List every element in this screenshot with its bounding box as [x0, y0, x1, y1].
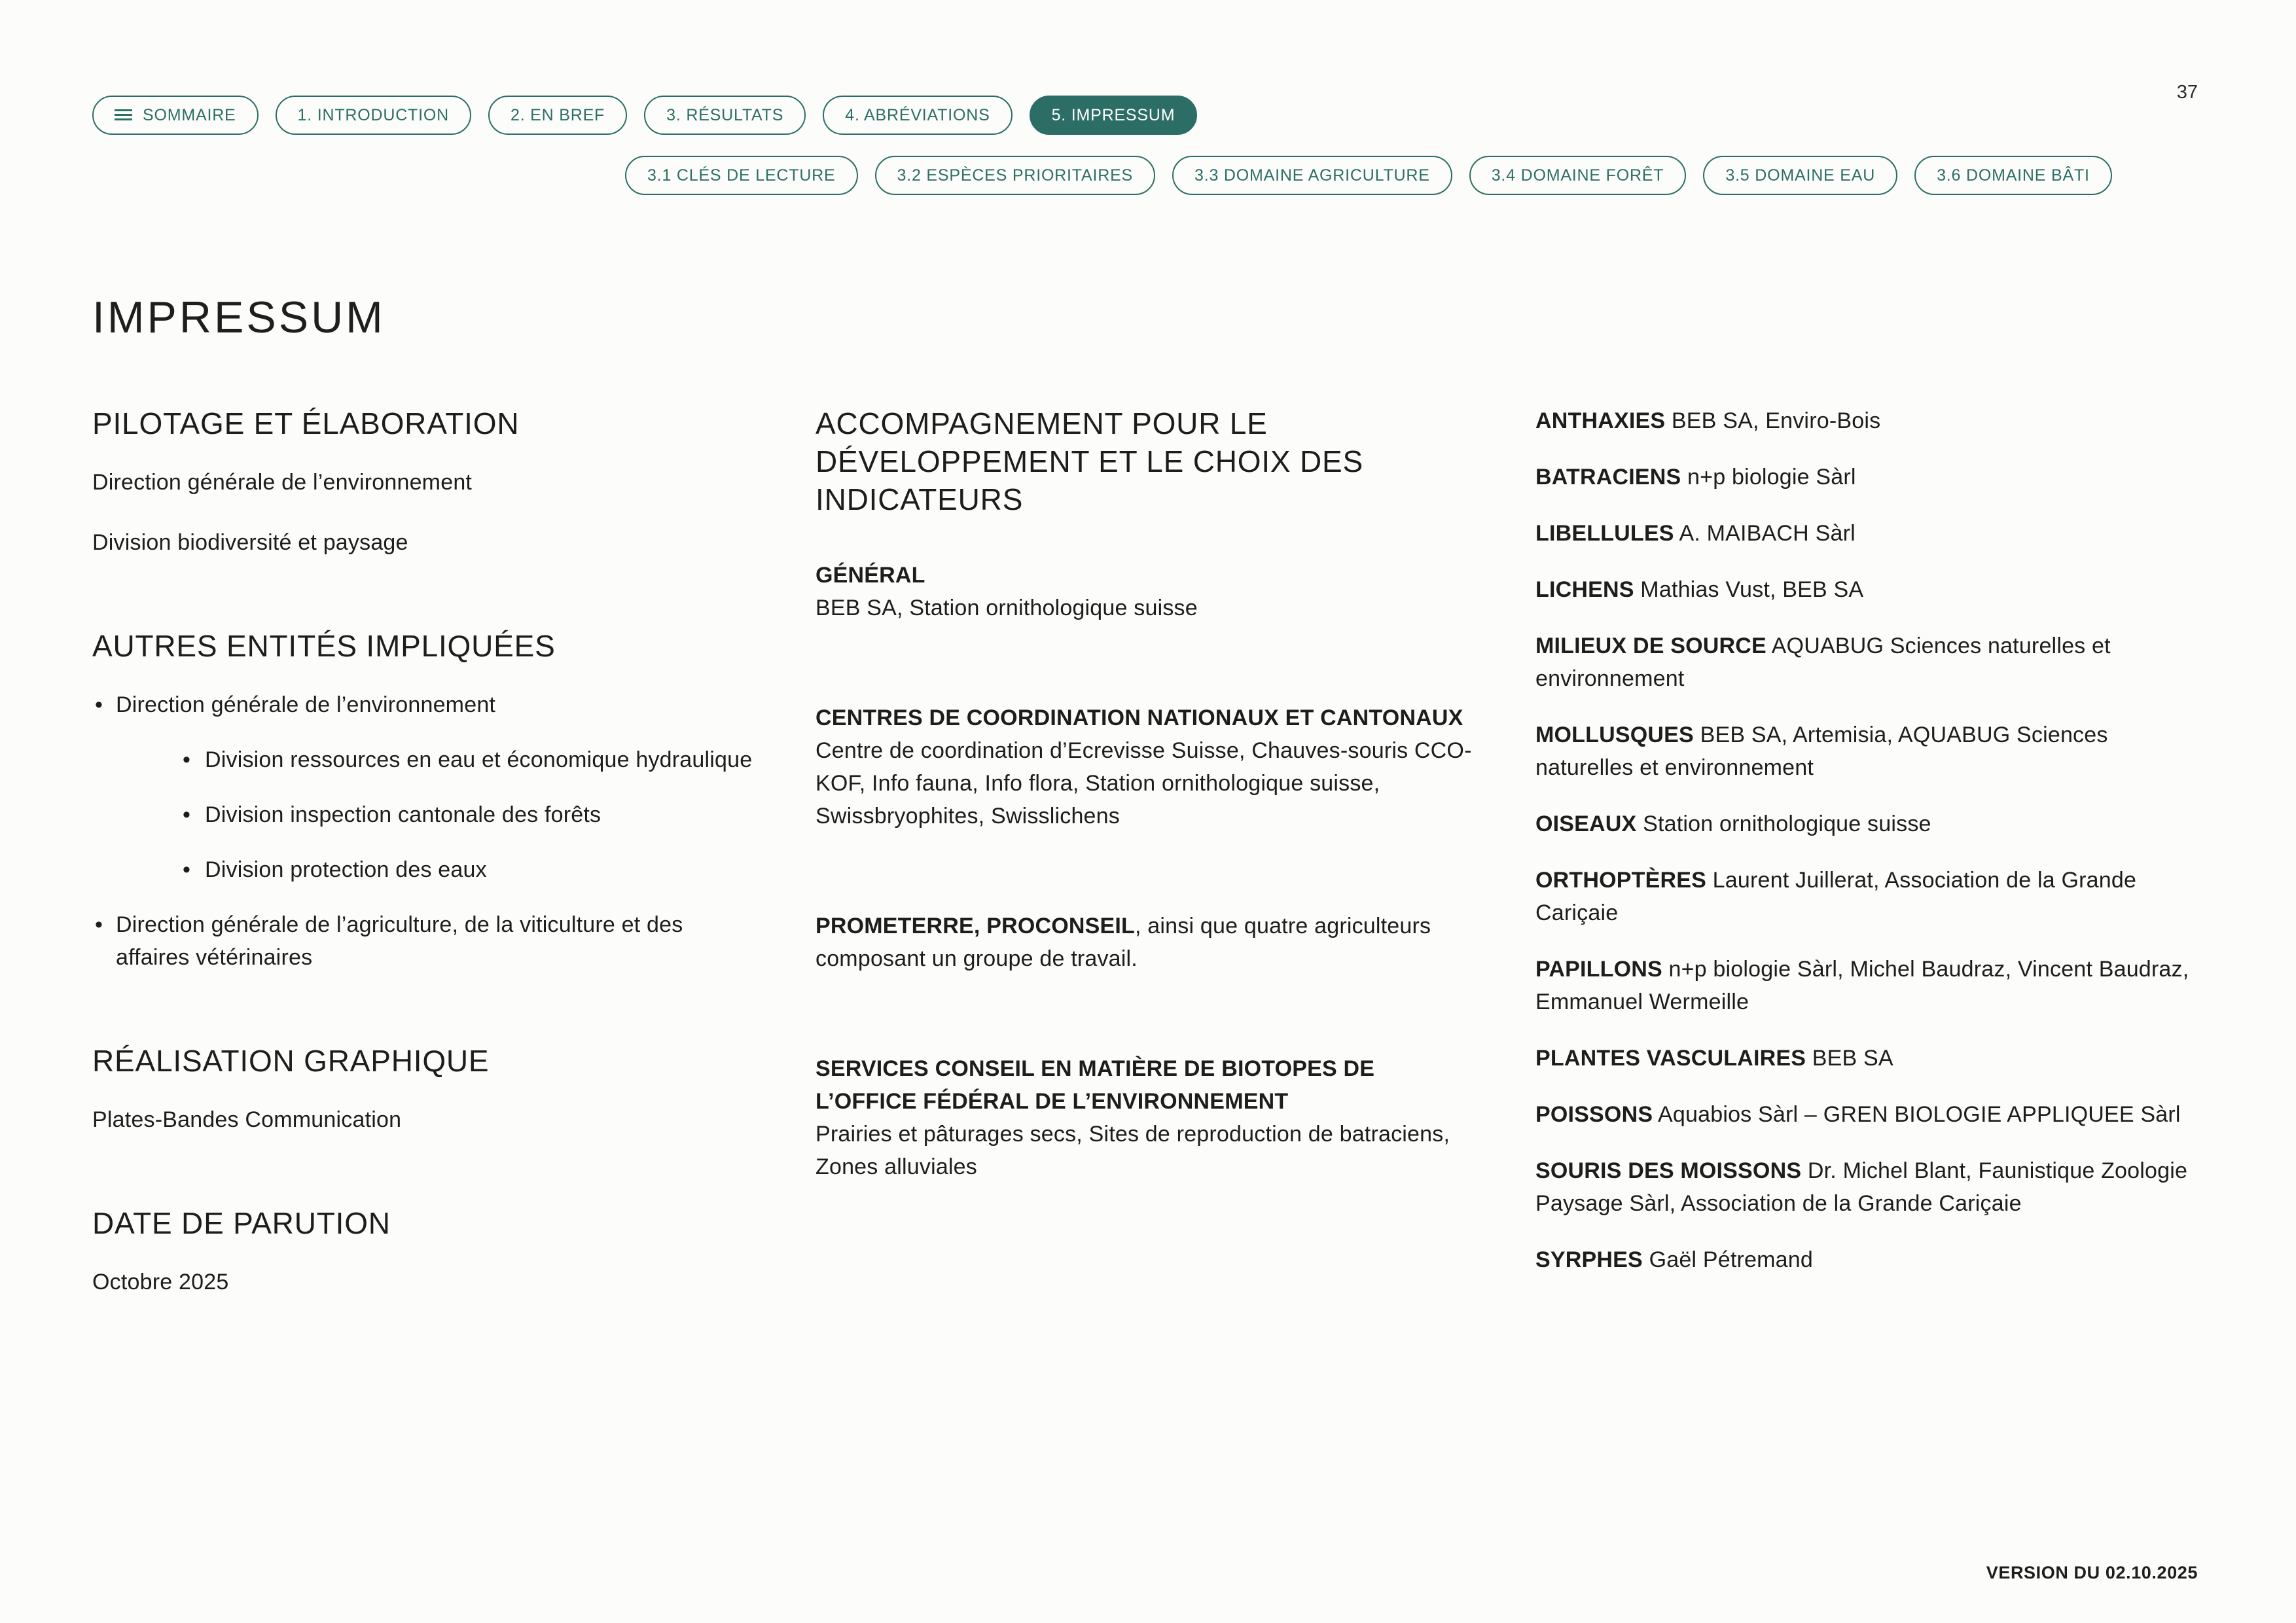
section-heading-autres-entites: AUTRES ENTITÉS IMPLIQUÉES [92, 629, 556, 663]
version-label: VERSION DU 02.10.2025 [1986, 1563, 2198, 1582]
list-item-nested: • Division inspection cantonale des forêts [179, 798, 757, 831]
credit-block-text: , ainsi que quatre agriculteurs composant un groupe de travail. [816, 914, 1431, 971]
page-title: IMPRESSUM [92, 292, 386, 342]
section-heading-pilotage: PILOTAGE ET ÉLABORATION [92, 406, 520, 440]
nav-tab-label: 1. INTRODUCTION [297, 105, 449, 124]
nav-tab-resultats[interactable] [644, 96, 806, 135]
credit-text: n+p biologie Sàrl [1687, 465, 1856, 490]
credit-entry [1535, 719, 2190, 784]
credit-block-label: SERVICES CONSEIL EN MATIÈRE DE BIOTOPES DE L’OFFICE FÉDÉRAL DE L’ENVIRONNEMENT [816, 1056, 1375, 1114]
credit-entry [1535, 1042, 2190, 1075]
credit-block-text: Prairies et pâturages secs, Sites de reproduction de batraciens, Zones alluviales [816, 1122, 1450, 1179]
credit-term: BATRACIENS [1535, 465, 1681, 490]
credit-term: PAPILLONS [1535, 957, 1662, 982]
credit-entry [1535, 808, 2190, 840]
nav-tab-abreviations[interactable] [823, 96, 1012, 135]
credit-block-centres [816, 702, 1477, 832]
pilotage-line: Division biodiversité et paysage [92, 530, 408, 555]
menu-icon [115, 109, 132, 121]
credit-block-label: CENTRES DE COORDINATION NATIONAUX ET CANTONAUX [816, 705, 1463, 730]
credit-term: MOLLUSQUES [1535, 722, 1694, 747]
credit-block-prometerre [816, 910, 1477, 975]
column-accompagnement [816, 404, 1477, 1326]
credit-text: Mathias Vust, BEB SA [1640, 577, 1864, 602]
credit-entry [1535, 461, 2190, 493]
subnav-tab-domaine-agriculture[interactable] [1172, 156, 1452, 195]
credit-entry [1535, 864, 2190, 929]
credit-text: Gaël Pétremand [1649, 1247, 1813, 1272]
list-item: • Direction générale de l’agriculture, de la viticulture et des affaires vétérinaires [92, 908, 757, 974]
credit-entry [1535, 1098, 2190, 1131]
credit-term: OISEAUX [1535, 812, 1637, 836]
credit-block-text: BEB SA, Station ornithologique suisse [816, 596, 1198, 620]
credit-term: SYRPHES [1535, 1247, 1643, 1272]
credit-text: Dr. Michel Blant, Faunistique Zoologie Paysage Sàrl, Association de la Grande Cariçaie [1535, 1158, 2188, 1216]
content-columns [92, 404, 2190, 1326]
credit-entry [1535, 404, 2190, 437]
credit-block-label: PROMETERRE, PROCONSEIL [816, 914, 1136, 938]
credit-term: POISSONS [1535, 1102, 1653, 1127]
nav-tab-introduction[interactable] [276, 96, 471, 135]
credit-entry [1535, 953, 2190, 1018]
credit-text: BEB SA [1812, 1046, 1893, 1071]
list-item: • Direction générale de l’environnement [92, 688, 757, 721]
credit-block-label: GÉNÉRAL [816, 563, 925, 588]
subnav-tab-label: 3.5 DOMAINE EAU [1725, 166, 1876, 185]
credit-text: Laurent Juillerat, Association de la Grande Cariçaie [1535, 868, 2137, 925]
subnav-tab-label: 3.3 DOMAINE AGRICULTURE [1194, 166, 1430, 185]
subnav-tab-domaine-foret[interactable] [1469, 156, 1687, 195]
nav-tab-label: SOMMAIRE [143, 105, 236, 124]
credit-text: A. MAIBACH Sàrl [1679, 521, 1856, 546]
credit-term: ORTHOPTÈRES [1535, 868, 1707, 893]
subnav-tab-label: 3.4 DOMAINE FORÊT [1491, 166, 1664, 185]
entities-list [92, 688, 757, 974]
subnav-tab-cles-de-lecture[interactable] [625, 156, 858, 195]
subnav-tab-especes-prioritaires[interactable] [875, 156, 1156, 195]
subnav-tab-domaine-eau[interactable] [1703, 156, 1897, 195]
section-heading-realisation: RÉALISATION GRAPHIQUE [92, 1044, 490, 1078]
column-taxa-credits [1535, 404, 2190, 1326]
credit-block-general [816, 559, 1477, 624]
nav-tab-label: 3. RÉSULTATS [666, 105, 784, 124]
subnav-tab-label: 3.2 ESPÈCES PRIORITAIRES [897, 166, 1134, 185]
credit-text: Aquabios Sàrl – GREN BIOLOGIE APPLIQUEE Sàrl [1658, 1102, 2181, 1127]
section-heading-accompagnement: ACCOMPAGNEMENT POUR LE DÉVELOPPEMENT ET LE CHOIX DES INDICATEURS [816, 406, 1363, 516]
credit-term: SOURIS DES MOISSONS [1535, 1158, 1802, 1183]
credit-text: BEB SA, Enviro-Bois [1671, 408, 1881, 433]
pilotage-line: Direction générale de l’environnement [92, 470, 473, 495]
credit-entry [1535, 630, 2190, 695]
credit-entry [1535, 1243, 2190, 1276]
nav-tab-label: 4. ABRÉVIATIONS [845, 105, 990, 124]
list-item-nested: • Division protection des eaux [179, 853, 757, 886]
credit-term: MILIEUX DE SOURCE [1535, 633, 1767, 658]
secondary-nav [625, 156, 2112, 195]
column-pilotage [92, 404, 757, 1326]
credit-entry [1535, 517, 2190, 550]
nav-tab-label: 2. EN BREF [510, 105, 605, 124]
nav-tab-label: 5. IMPRESSUM [1051, 105, 1175, 124]
credit-block-services-conseil [816, 1052, 1477, 1183]
credit-entry [1535, 1154, 2190, 1220]
section-heading-parution: DATE DE PARUTION [92, 1206, 391, 1240]
credit-text: AQUABUG Sciences naturelles et environnement [1535, 633, 2111, 691]
credit-block-inline [816, 910, 1477, 975]
credit-text: Station ornithologique suisse [1643, 812, 1931, 836]
nav-tab-en-bref[interactable] [488, 96, 627, 135]
subnav-tab-label: 3.1 CLÉS DE LECTURE [647, 166, 836, 185]
page-number: 37 [2176, 82, 2198, 103]
subnav-tab-label: 3.6 DOMAINE BÂTI [1937, 166, 2090, 185]
nav-tab-impressum[interactable] [1030, 96, 1198, 135]
credit-term: ANTHAXIES [1535, 408, 1666, 433]
list-item-nested: • Division ressources en eau et économique hydraulique [179, 743, 757, 776]
subnav-tab-domaine-bati[interactable] [1914, 156, 2112, 195]
primary-nav [92, 96, 1197, 135]
credit-term: PLANTES VASCULAIRES [1535, 1046, 1806, 1071]
credit-block-text: Centre de coordination d’Ecrevisse Suisse, Chauves-souris CCO-KOF, Info fauna, Info flora, Station ornithologique suisse, Swissbryophites, Swisslichens [816, 738, 1472, 829]
credit-text: n+p biologie Sàrl, Michel Baudraz, Vincent Baudraz, Emmanuel Wermeille [1535, 957, 2189, 1014]
credit-text: BEB SA, Artemisia, AQUABUG Sciences naturelles et environnement [1535, 722, 2108, 780]
parution-line: Octobre 2025 [92, 1270, 229, 1294]
nav-tab-sommaire[interactable] [92, 96, 259, 135]
credit-term: LIBELLULES [1535, 521, 1674, 546]
credit-term: LICHENS [1535, 577, 1634, 602]
realisation-line: Plates-Bandes Communication [92, 1107, 402, 1132]
credit-entry [1535, 573, 2190, 606]
